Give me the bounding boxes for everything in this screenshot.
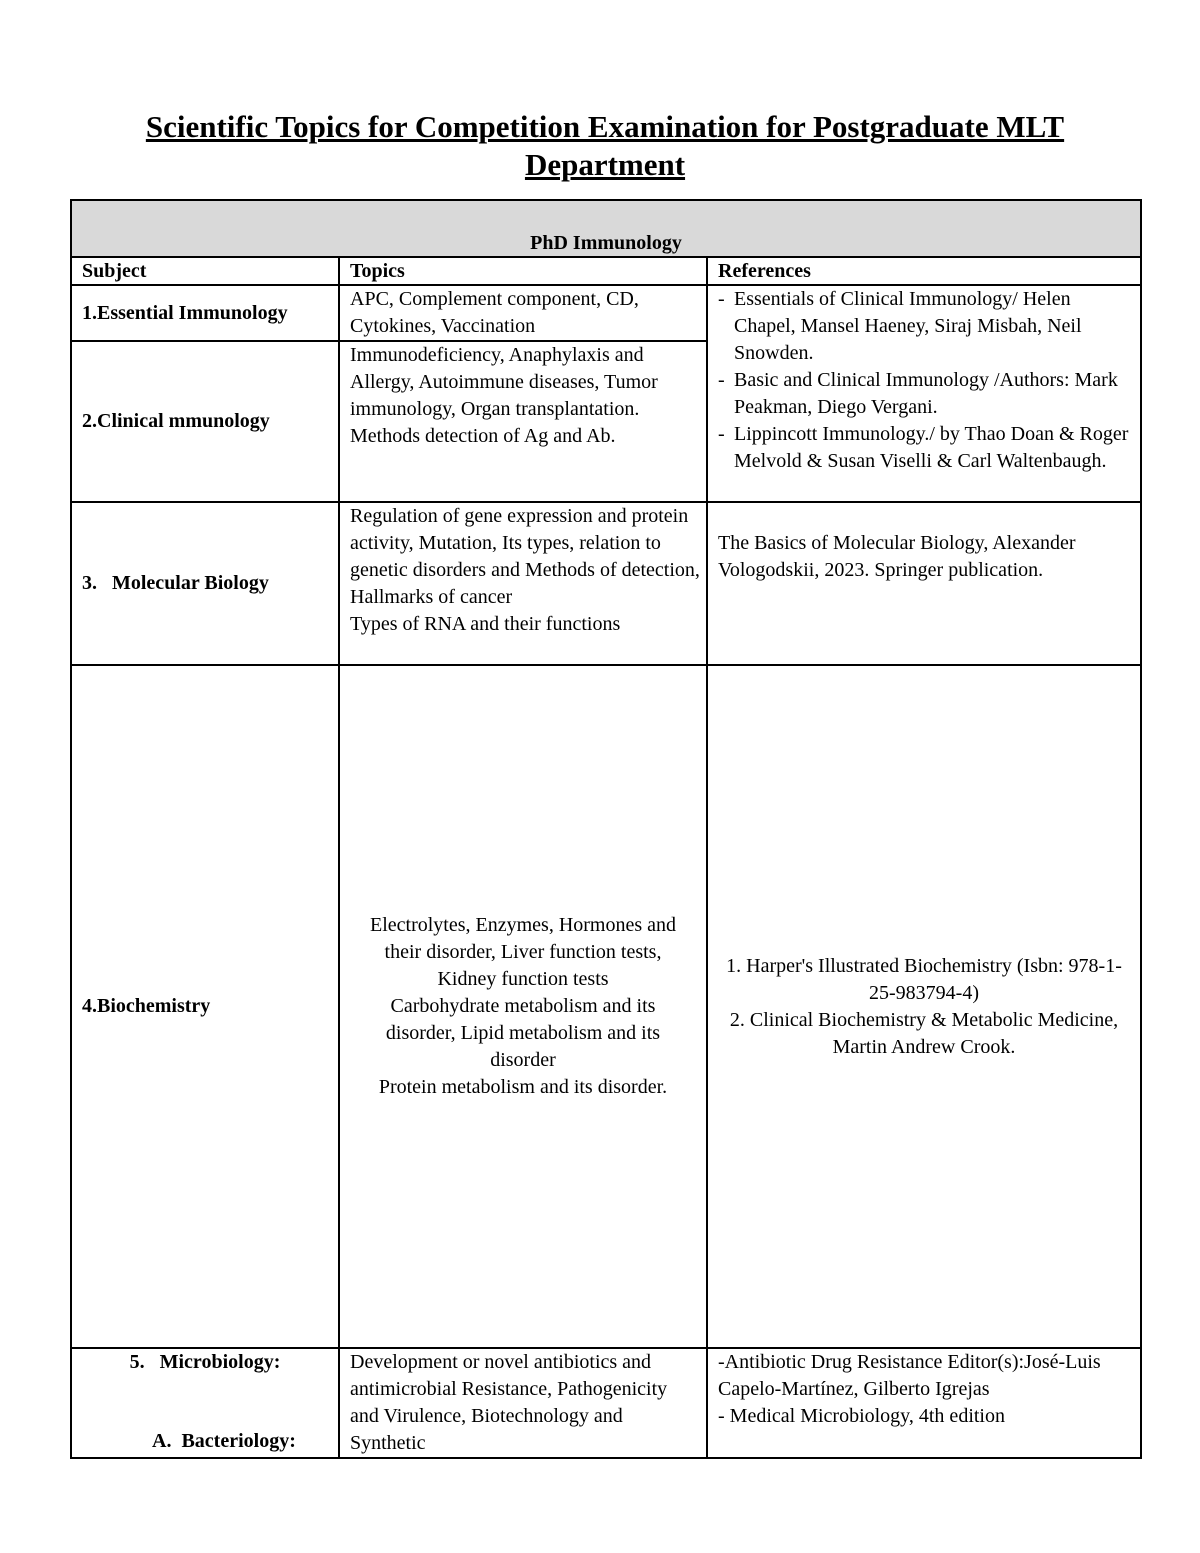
list-item: - Lippincott Immunology./ by Thao Doan & Roger Melvold & Susan Viselli & Carl Waltenbaugh. bbox=[718, 423, 1129, 472]
reference-line: 1. Harper's Illustrated Biochemistry (Isbn: 978-1-25-983794-4) bbox=[726, 954, 1122, 1004]
topic-line: Types of RNA and their functions bbox=[350, 613, 621, 635]
topic-line: Electrolytes, Enzymes, Hormones and their disorder, Liver function tests, Kidney function tests bbox=[369, 914, 677, 990]
column-header-references: References bbox=[707, 257, 1141, 285]
references-cell bbox=[707, 1348, 1141, 1458]
subject-cell: 2.Clinical mmunology bbox=[71, 341, 339, 502]
table-row bbox=[71, 502, 1141, 665]
section-header-row bbox=[71, 200, 1141, 257]
column-header-subject: Subject bbox=[71, 257, 339, 285]
subject-cell bbox=[71, 1348, 339, 1458]
topics-cell bbox=[339, 665, 707, 1348]
subject-cell: 1.Essential Immunology bbox=[71, 285, 339, 341]
reference-line: -Antibiotic Drug Resistance Editor(s):José-Luis Capelo-Martínez, Gilberto Igrejas bbox=[718, 1351, 1101, 1400]
references-cell: The Basics of Molecular Biology, Alexander Vologodskii, 2023. Springer publication. bbox=[707, 502, 1141, 665]
list-item: - Basic and Clinical Immunology /Authors: Mark Peakman, Diego Vergani. bbox=[718, 369, 1118, 418]
table-row bbox=[71, 665, 1141, 1348]
list-item: - Essentials of Clinical Immunology/ Helen Chapel, Mansel Haeney, Siraj Misbah, Neil Snowden. bbox=[718, 288, 1082, 364]
topics-cell: Development or novel antibiotics and antimicrobial Resistance, Pathogenicity and Virulence, Biotechnology and Synthetic bbox=[339, 1348, 707, 1458]
reference-line: 2. Clinical Biochemistry & Metabolic Medicine, Martin Andrew Crook. bbox=[729, 1008, 1119, 1058]
topics-table bbox=[70, 199, 1142, 1459]
topic-line: Protein metabolism and its disorder. bbox=[378, 1076, 668, 1098]
topic-line: Carbohydrate metabolism and its disorder, Lipid metabolism and its disorder bbox=[385, 995, 661, 1071]
subject-cell: 3. Molecular Biology bbox=[71, 502, 339, 665]
subject-label: 5. Microbiology: bbox=[129, 1351, 281, 1373]
topics-cell: Immunodeficiency, Anaphylaxis and Allergy, Autoimmune diseases, Tumor immunology, Organ transplantation. Methods detection of Ag and Ab. bbox=[339, 341, 707, 502]
references-cell bbox=[707, 665, 1141, 1348]
column-header-row bbox=[71, 257, 1141, 285]
page-title: Scientific Topics for Competition Examination for Postgraduate MLT Department bbox=[145, 109, 1065, 182]
reference-list bbox=[718, 286, 1134, 475]
subsubject-label: A. Bacteriology: bbox=[152, 1430, 296, 1452]
column-header-topics: Topics bbox=[339, 257, 707, 285]
topic-line: Regulation of gene expression and protein activity, Mutation, Its types, relation to genetic disorders and Methods of detection, bbox=[350, 505, 700, 581]
topic-line: Hallmarks of cancer bbox=[350, 586, 513, 608]
section-title: PhD Immunology bbox=[71, 200, 1141, 257]
topics-cell: APC, Complement component, CD, Cytokines, Vaccination bbox=[339, 285, 707, 341]
references-cell bbox=[707, 285, 1141, 502]
table-row bbox=[71, 1348, 1141, 1458]
topics-cell bbox=[339, 502, 707, 665]
reference-line: - Medical Microbiology, 4th edition bbox=[718, 1405, 1005, 1427]
subject-cell: 4.Biochemistry bbox=[71, 665, 339, 1348]
table-row bbox=[71, 285, 1141, 341]
